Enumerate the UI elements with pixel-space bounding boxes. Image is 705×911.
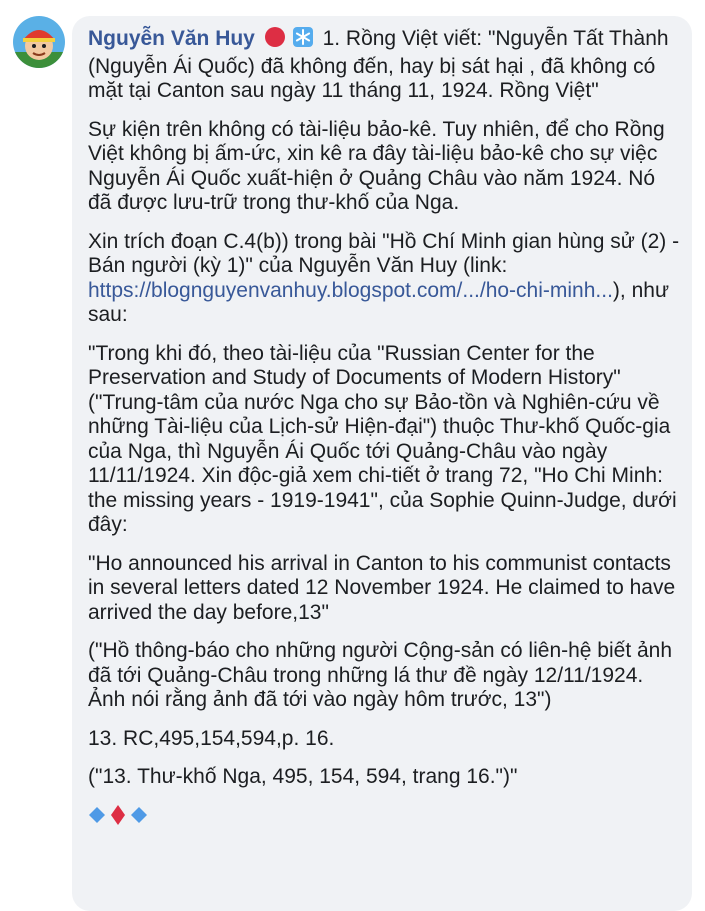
red-circle-icon [264,26,286,55]
paragraph-3-text-after: ), như sau: [88,278,670,326]
comment-bubble [72,16,692,911]
comment-author[interactable]: Nguyễn Văn Huy [88,27,255,50]
comment-paragraph-7: 13. RC,495,154,594,p. 16. [88,726,335,750]
blog-link[interactable]: https://blognguyenvanhuy.blogspot.com/.../ho-chi-minh... [88,278,613,302]
comment-paragraph-3 [88,230,682,328]
blue-diamond-icon [130,806,148,829]
trailing-emoji-row [88,804,682,831]
blue-diamond-icon [88,806,106,829]
comment-paragraph-6: ("Hồ thông-báo cho những người Cộng-sản có liên-hệ biết ảnh đã tới Quảng-Châu trong những lá thư đề ngày 12/11/1924. Ảnh nói rằng ảnh đã tới vào ngày hôm trước, 13") [88,639,673,711]
comment-paragraph-4: "Trong khi đó, theo tài-liệu của "Russian Center for the Preservation and Study of Documents of Modern History" ("Trung-tâm của nước Nga cho sự Bảo-tồn và Nghiên-cứu về những Tài-liệu của Lịch-sử Hiện-đại") thuộc Thư-khố Quốc-gia của Nga, thì Nguyễn Ái Quốc tới Quảng-Châu vào ngày 11/11/1924. Xin độc-giả xem chi-tiết ở trang 72, "Ho Chi Minh: the missing years - 1919-1941", của Sophie Quinn-Judge, dưới đây: [88,341,677,536]
snowflake-icon [292,26,314,55]
comment-paragraph-1 [88,26,682,104]
comment-paragraph-2: Sự kiện trên không có tài-liệu bảo-kê. Tuy nhiên, để cho Rồng Việt không bị ấm-ức, xin kê ra đây tài-liệu bảo-kê cho sự việc Nguyễn Ái Quốc xuất-hiện ở Quảng Châu vào năm 1924. Nó đã được lưu-trữ trong thư-khố của Nga. [88,117,665,214]
comment-intro-text: 1. Rồng Việt viết: "Nguyễn Tất Thành (Nguyễn Ái Quốc) đã không đến, hay bị sát hại , đã không có mặt tại Canton sau ngày 11 tháng 11, 1924. Rồng Việt" [88,27,669,102]
paragraph-3-text-before: Xin trích đoạn C.4(b)) trong bài "Hồ Chí Minh gian hùng sử (2) - Bán người (kỳ 1)" của Nguyễn Văn Huy (link: [88,229,680,277]
red-diamond-icon [110,804,126,831]
avatar[interactable] [13,16,65,68]
comment-paragraph-5: "Ho announced his arrival in Canton to his communist contacts in several letters dated 12 November 1924. He claimed to have arrived the day before,13" [88,551,676,624]
comment-paragraph-8: ("13. Thư-khố Nga, 495, 154, 594, trang 16.")" [88,765,518,788]
